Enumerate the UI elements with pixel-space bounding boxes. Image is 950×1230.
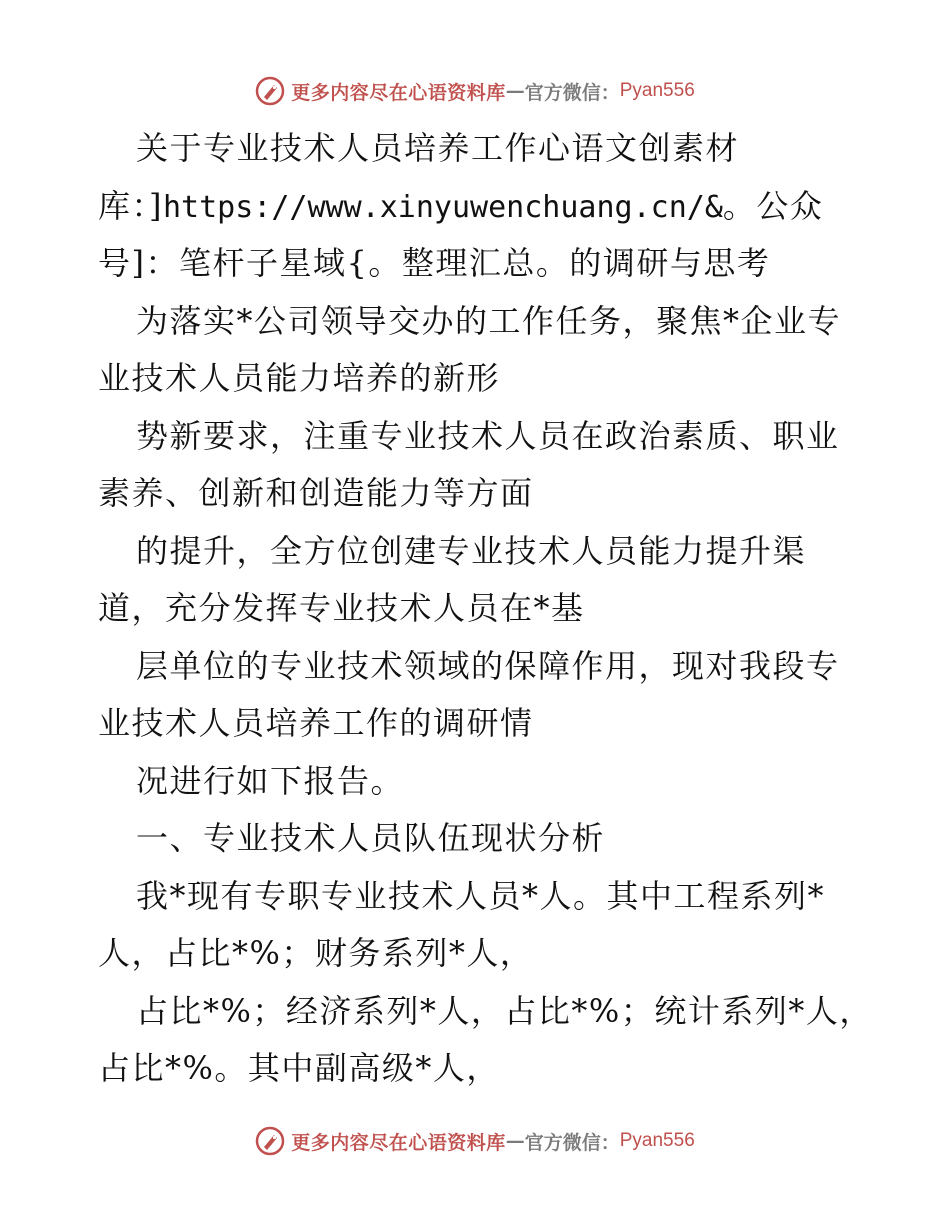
paragraph-4-line-2: 业技术人员培养工作的调研情 — [98, 704, 534, 742]
title-suffix: 。公众 — [722, 186, 824, 225]
banner-wechat-label: 官方微信： — [524, 81, 620, 104]
paragraph-7-line-2: 人，占比*%；财务系列*人， — [98, 934, 534, 972]
paragraph-8-line-1: 占比*%；经济系列*人，占比*%；统计系列*人， — [136, 991, 873, 1030]
banner-wechat-label: 官方微信： — [524, 1131, 620, 1154]
paragraph-2-line-2: 素养、创新和创造能力等方面 — [98, 474, 534, 512]
source-url: https://www.xinyuwenchuang.cn/& — [163, 189, 723, 225]
banner-wechat-handle: Pyan556 — [619, 1130, 695, 1151]
banner-separator: — — [505, 1130, 525, 1152]
paragraph-5-line-1: 况进行如下报告。 — [136, 761, 405, 800]
paragraph-7-line-1: 我*现有专职专业技术人员*人。其中工程系列* — [136, 876, 826, 915]
banner-main-text: 更多内容尽在心语资料库 — [291, 81, 506, 104]
document-title-line-1: 关于专业技术人员培养工作心语文创素材 — [136, 129, 740, 167]
banner-wechat-handle: Pyan556 — [619, 80, 695, 101]
document-title-line-3: 号]：笔杆子星域{。整理汇总。的调研与思考 — [98, 244, 771, 282]
paragraph-1-line-2: 业技术人员能力培养的新形 — [98, 359, 501, 397]
banner-main-text: 更多内容尽在心语资料库 — [291, 1131, 506, 1154]
paragraph-4-line-1: 层单位的专业技术领域的保障作用，现对我段专 — [136, 646, 840, 685]
paragraph-8-line-2: 占比*%。其中副高级*人， — [98, 1049, 500, 1087]
header-watermark-banner — [0, 71, 950, 111]
paragraph-3-line-1: 的提升，全方位创建专业技术人员能力提升渠 — [136, 531, 807, 570]
pen-nib-logo-icon — [255, 76, 285, 106]
paragraph-1-line-1: 为落实*公司领导交办的工作任务，聚焦*企业专 — [136, 301, 842, 340]
section-heading-1: 一、专业技术人员队伍现状分析 — [136, 819, 606, 857]
pen-nib-logo-icon — [255, 1126, 285, 1156]
paragraph-3-line-2: 道，充分发挥专业技术人员在*基 — [98, 589, 585, 627]
footer-watermark-banner — [0, 1121, 950, 1161]
banner-separator: — — [505, 80, 525, 102]
title-prefix: 库：] — [98, 186, 163, 225]
paragraph-2-line-1: 势新要求，注重专业技术人员在政治素质、职业 — [136, 416, 840, 455]
document-body — [98, 120, 873, 1098]
document-title-line-2 — [98, 178, 858, 236]
